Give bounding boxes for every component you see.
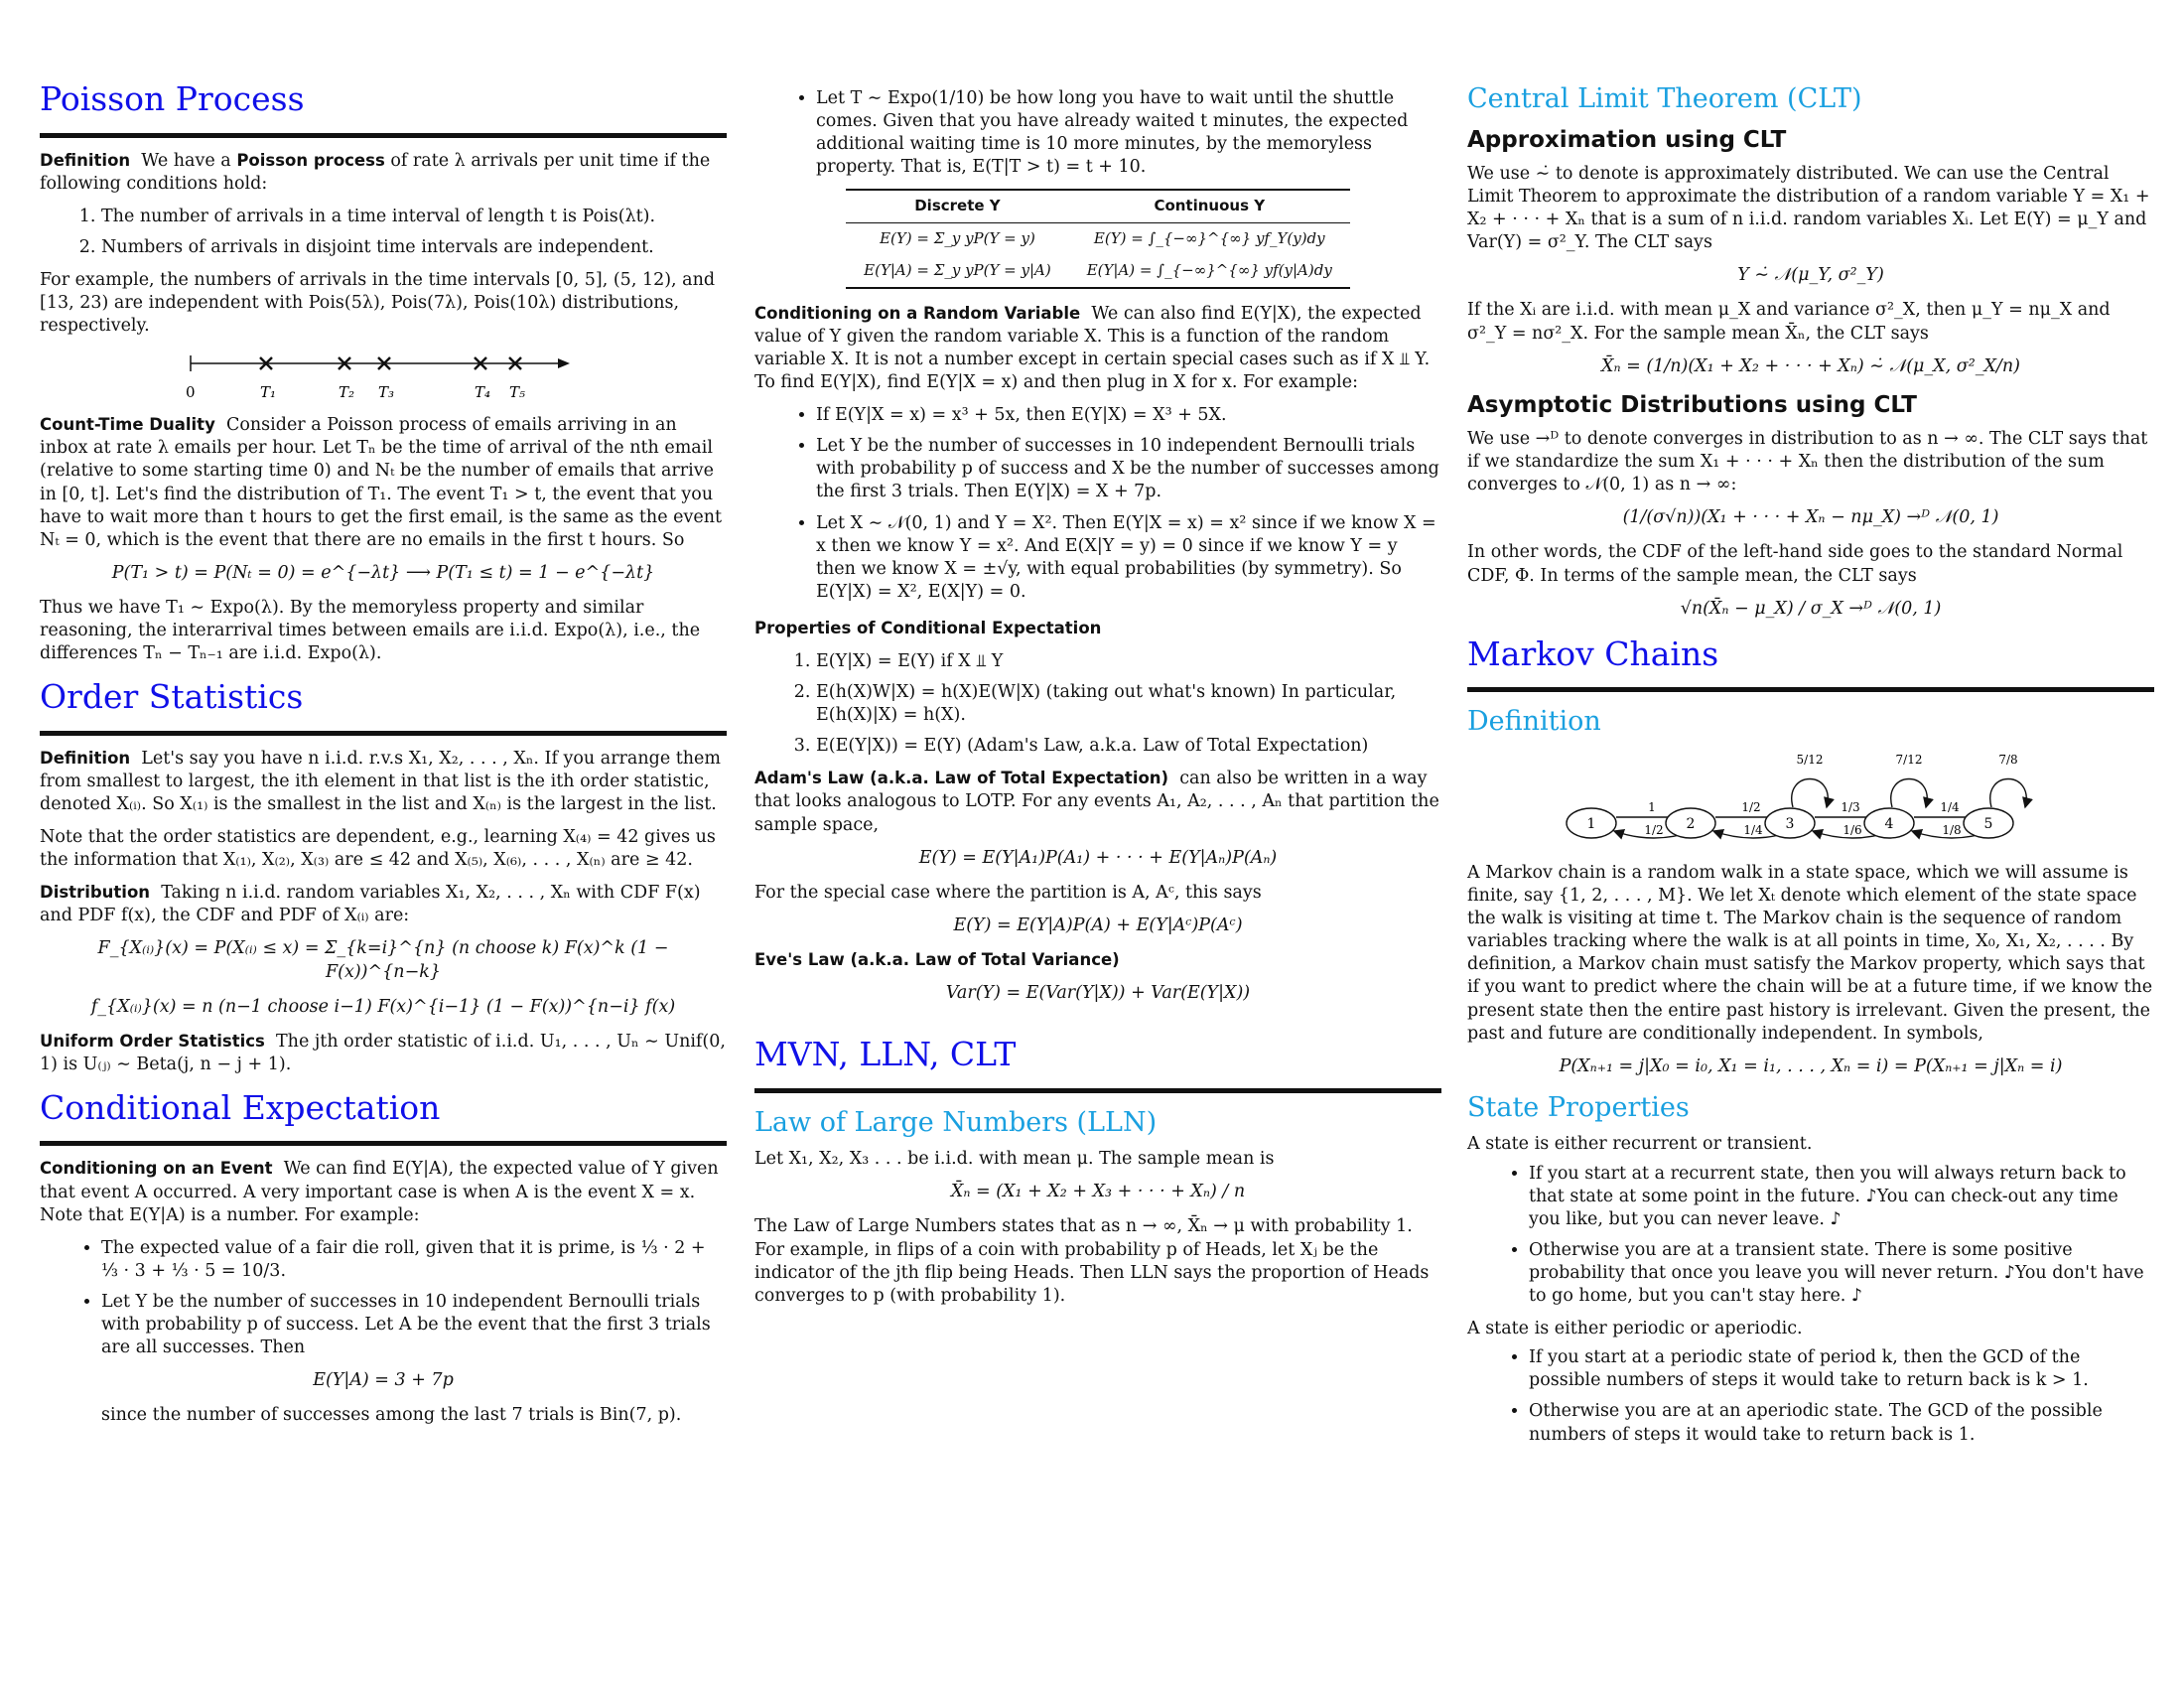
state-label: 1 [1586,815,1596,832]
section-title-clt: Central Limit Theorem (CLT) [1467,83,1862,114]
conditioning-on-rv [754,303,1441,394]
list-item: • Let T ∼ Expo(1/10) be how long you have to wait until the shuttle comes. Given that you have already waited t minutes, the expected additional waiting time is 10 more minutes, by the memoryless property. That is, E(T|T > t) = t + 10. [816,87,1441,179]
section-rule [754,1088,1441,1093]
paragraph: In other words, the CDF of the left-hand side goes to the standard Normal CDF, Φ. In terms of the sample mean, the CLT says [1467,542,2123,586]
subsection-title: Approximation using CLT [1467,126,1787,153]
state-label: 5 [1983,815,1993,832]
paragraph: For the special case where the partition is A, Aᶜ, this says [754,882,1262,903]
text: The jth order statistic of i.i.d. U₁, . . . , Uₙ ∼ Unif(0, 1) is U₍ⱼ₎ ∼ Beta(j, n − j + 1). [40,1031,726,1074]
equation: E(Y) = E(Y|A₁)P(A₁) + · · · + E(Y|Aₙ)P(Aₙ) [918,847,1278,868]
tick-t3: T₃ [378,383,395,402]
tick-t4: T₄ [475,383,491,402]
tick-t5: T₅ [509,383,526,402]
loop-prob: 7/8 [1998,752,2018,767]
section-title-poisson: Poisson Process [40,79,305,118]
forward-prob: 1 [1648,799,1656,814]
bold-term: Poisson process [236,150,385,170]
forward-prob: 1/2 [1741,799,1761,814]
list-item: • If you start at a periodic state of period k, then the GCD of the possible numbers of steps it would take to return back is k > 1. [1529,1346,2154,1392]
label: Uniform Order Statistics [40,1031,265,1051]
list-item: 1. The number of arrivals in a time interval of length t is Pois(λt). [101,206,727,228]
expectation-table [846,189,1350,288]
equation: √n(X̄ₙ − μ_X) / σ_X →ᴰ 𝒩(0, 1) [1680,598,1942,619]
subheading: Eve's Law (a.k.a. Law of Total Variance) [754,949,1120,969]
equation: E(Y) = E(Y|A)P(A) + E(Y|Aᶜ)P(Aᶜ) [953,914,1243,935]
paragraph: A state is either periodic or aperiodic. [1467,1319,1803,1339]
label: Conditioning on an Event [40,1159,273,1179]
bullet-list [754,404,1441,604]
uniform-order-statistics [40,1031,727,1076]
markov-chain-diagram [1467,748,2154,847]
label: Definition [40,150,131,170]
paragraph: We use ∼̇ to denote is approximately distributed. We can use the Central Limit Theorem to approximate the distribution of a random variable Y = X₁ + X₂ + · · · + Xₙ that is a sum of n i.i.d. random variables Xᵢ. Let E(Y) = μ_Y and Var(Y) = σ²_Y. The CLT says [1467,163,2150,253]
text: can also be written in a way that looks analogous to LOTP. For any events A₁, A₂, . . . , Aₙ that partition the sample space, [754,769,1439,835]
list-item: • Let Y be the number of successes in 10 independent Bernoulli trials with probability p of success. Let A be the event that the first 3 trials are all successes. Then [101,1291,727,1359]
list-item: • Let X ∼ 𝒩(0, 1) and Y = X². Then E(Y|X = x) = x² since if we know X = x then we know Y = x². And E(X|Y = y) = 0 since if we know Y = y then we know X = ±√y, with equal probabilities (by symmetry). So E(Y|X) = X², E(X|Y) = 0. [816,512,1441,604]
subsection-title: State Properties [1467,1091,1690,1123]
forward-prob: 1/3 [1841,799,1860,814]
section-title-mvn: MVN, LLN, CLT [754,1035,1017,1074]
adams-law [754,768,1441,836]
order-definition [40,748,727,816]
list-item: • Otherwise you are at an aperiodic state. The GCD of the possible numbers of steps it would take to return back is 1. [1529,1400,2154,1446]
tick-0: 0 [186,383,196,402]
poisson-example: For example, the numbers of arrivals in the time intervals [0, 5], (5, 12), and [13, 23) are independent with Pois(5λ), Pois(7λ), Pois(10λ) distributions, respectively. [40,269,716,337]
section-rule [40,1141,727,1146]
column-3 [1467,70,2154,1457]
table-cell: E(Y) = Σ_y yP(Y = y) [880,229,1035,248]
paragraph: The Law of Large Numbers states that as n → ∞, X̄ₙ → μ with probability 1. For example, in flips of a coin with probability p of Heads, let Xⱼ be the indicator of the jth flip being Heads. Then LLN says the proportion of Heads converges to p (with probability 1). [754,1216,1430,1306]
paragraph: Let X₁, X₂, X₃ . . . be i.i.d. with mean μ. The sample mean is [754,1149,1275,1170]
loop-arrow [1990,778,2026,807]
bullet-list [1467,1163,2154,1309]
paragraph: Thus we have T₁ ∼ Expo(λ). By the memoryless property and similar reasoning, the interarrival times between emails are i.i.d. Expo(λ), i.e., the differences Tₙ − Tₙ₋₁ are i.i.d. Expo(λ). [40,597,701,664]
equation: X̄ₙ = (1/n)(X₁ + X₂ + · · · + Xₙ) ∼̇ 𝒩(μ_X, σ²_X/n) [1601,355,2020,376]
loop-arrow [1891,778,1927,807]
equation: (1/(σ√n))(X₁ + · · · + Xₙ − nμ_X) →ᴰ 𝒩(0, 1) [1622,507,1999,528]
equation: F_{X₍ᵢ₎}(x) = P(X₍ᵢ₎ ≤ x) = Σ_{k=i}^{n} (n choose k) F(x)^k (1 − F(x))^{n−k} [97,938,669,982]
backward-prob: 1/2 [1644,822,1664,837]
loop-prob: 7/12 [1895,752,1923,767]
equation: E(Y|A) = 3 + 7p [313,1370,454,1391]
text: We can find E(Y|A), the expected value of Y given that event A occurred. A very important case is when A is the event X = x. Note that E(Y|A) is a number. For example: [40,1159,719,1225]
subsection-title: Asymptotic Distributions using CLT [1467,391,1917,418]
loop-arrow [1792,778,1828,807]
count-time-duality [40,414,727,552]
list-item: 1. E(Y|X) = E(Y) if X ⫫ Y [816,650,1441,673]
state-label: 4 [1884,815,1894,832]
paragraph: We use →ᴰ to denote converges in distribution to as n → ∞. The CLT says that if we standardize the sum X₁ + · · · + Xₙ then the distribution of the sum converges to 𝒩(0, 1) as n → ∞: [1467,429,2148,495]
text: Consider a Poisson process of emails arriving in an inbox at rate λ emails per hour. Let Tₙ be the time of arrival of the nth email (relative to some starting time 0) and Nₜ be the number of emails that arrive in [0, t]. Let's find the distribution of T₁. The event T₁ > t, the event that you have to wait more than t hours to get the first email, is the same as the event Nₜ = 0, which is the event that there are no emails in the first t hours. So [40,415,723,550]
equation: X̄ₙ = (X₁ + X₂ + X₃ + · · · + Xₙ) / n [950,1182,1246,1202]
bullet-list [754,87,1441,179]
list-item: 3. E(E(Y|X)) = E(Y) (Adam's Law, a.k.a. Law of Total Expectation) [816,735,1441,758]
subsection-title-lln: Law of Large Numbers (LLN) [754,1106,1158,1138]
backward-prob: 1/8 [1942,822,1962,837]
list-item: 2. E(h(X)W|X) = h(X)E(W|X) (taking out what's known) In particular, E(h(X)|X) = h(X). [816,681,1441,727]
list-item: • Let Y be the number of successes in 10 independent Bernoulli trials with probability p of success and X be the number of successes among the first 3 trials. Then E(Y|X) = X + 7p. [816,435,1441,503]
paragraph: Note that the order statistics are dependent, e.g., learning X₍₄₎ = 42 gives us the information that X₍₁₎, X₍₂₎, X₍₃₎ are ≤ 42 and X₍₅₎, X₍₆₎, . . . , X₍ₙ₎ are ≥ 42. [40,827,716,871]
bullet-list [40,1237,727,1359]
paragraph: If the Xᵢ are i.i.d. with mean μ_X and variance σ²_X, then μ_Y = nμ_X and σ²_Y = nσ²_X. For the sample mean X̄ₙ, the CLT says [1467,300,2111,344]
arrival-timeline [40,348,727,407]
poisson-conditions [40,206,727,259]
conditioning-on-event [40,1158,727,1226]
subheading: Properties of Conditional Expectation [754,618,1102,637]
label: Definition [40,748,131,768]
paragraph: since the number of successes among the last 7 trials is Bin(7, p). [101,1405,682,1426]
list-item: • If you start at a recurrent state, then you will always return back to that state at some point in the future. ♪You can check-out any time you like, but you can never leave. ♪ [1529,1163,2154,1231]
label: Adam's Law (a.k.a. Law of Total Expectation) [754,769,1169,788]
section-rule [1467,687,2154,692]
poisson-definition [40,150,727,196]
column-1 [40,70,727,1437]
label: Count-Time Duality [40,415,215,435]
equation: P(T₁ > t) = P(Nₜ = 0) = e^{−λt} ⟶ P(T₁ ≤ t) = 1 − e^{−λt} [111,562,655,583]
tick-t1: T₁ [260,383,277,402]
paragraph: A state is either recurrent or transient. [1467,1134,1813,1155]
backward-prob: 1/6 [1843,822,1862,837]
tick-t2: T₂ [339,383,355,402]
loop-prob: 5/12 [1796,752,1824,767]
table-cell: E(Y|A) = Σ_y yP(Y = y|A) [846,255,1069,288]
table-header: Continuous Y [1069,190,1350,222]
table-cell: E(Y|A) = ∫_{−∞}^{∞} yf(y|A)dy [1069,255,1350,288]
bullet-list [1467,1346,2154,1446]
state-label: 2 [1686,815,1696,832]
text: Taking n i.i.d. random variables X₁, X₂, . . . , Xₙ with CDF F(x) and PDF f(x), the CDF and PDF of X₍ᵢ₎ are: [40,883,701,926]
text: of rate λ arrivals per unit time if the following conditions hold: [40,150,711,194]
list-item: • The expected value of a fair die roll, given that it is prime, is ⅓ · 2 + ⅓ · 3 + ⅓ · 5 = 10/3. [101,1237,727,1283]
section-title-markov: Markov Chains [1467,633,1719,673]
text: Let's say you have n i.i.d. r.v.s X₁, X₂, . . . , Xₙ. If you arrange them from smallest to largest, the ith element in that list is the ith order statistic, denoted X₍ᵢ₎. So X₍₁₎ is the smallest in the list and X₍ₙ₎ is the largest in the list. [40,748,722,814]
section-title-condexp: Conditional Expectation [40,1087,441,1127]
list-item: • If E(Y|X = x) = x³ + 5x, then E(Y|X) = X³ + 5X. [816,404,1441,427]
equation: P(Xₙ₊₁ = j|X₀ = i₀, X₁ = i₁, . . . , Xₙ = i) = P(Xₙ₊₁ = j|Xₙ = i) [1559,1055,2063,1076]
section-rule [40,133,727,138]
properties-list [754,650,1441,758]
equation: Var(Y) = E(Var(Y|X)) + Var(E(Y|X)) [945,983,1251,1004]
text: We have a [141,150,231,171]
label: Conditioning on a Random Variable [754,303,1081,323]
table-header: Discrete Y [846,190,1069,222]
text: We can also find E(Y|X), the expected value of Y given the random variable X. This is a function of the random variable X. It is not a number except in certain special cases such as if X ⫫ Y. To find E(Y|X), find E(Y|X = x) and then plug in X for x. For example: [754,303,1431,393]
state-label: 3 [1785,815,1795,832]
order-distribution [40,882,727,927]
paragraph: A Markov chain is a random walk in a state space, which we will assume is finite, say {1, 2, . . . , M}. We let Xₜ denote which element of the state space the walk is visiting at time t. The Markov chain is the sequence of random variables tracking where the walk is at all points in time, X₀, X₁, X₂, . . . . By definition, a Markov chain must satisfy the Markov property, which says that if you want to predict where the chain will be at a future time, if we know the present state then the entire past history is irrelevant. Given the present, the past and future are conditionally independent. In symbols, [1467,863,2153,1044]
equation: f_{X₍ᵢ₎}(x) = n (n−1 choose i−1) F(x)^{i−1} (1 − F(x))^{n−i} f(x) [90,996,676,1017]
subsection-title: Definition [1467,706,1601,738]
list-item: • Otherwise you are at a transient state. There is some positive probability that once you leave you will never return. ♪You don't have to go home, but you can't stay here. ♪ [1529,1239,2154,1308]
label: Distribution [40,883,151,903]
section-rule [40,731,727,736]
forward-prob: 1/4 [1940,799,1960,814]
backward-prob: 1/4 [1743,822,1763,837]
list-item: 2. Numbers of arrivals in disjoint time intervals are independent. [101,236,727,259]
equation: Y ∼̇ 𝒩(μ_Y, σ²_Y) [1737,265,1884,286]
table-cell: E(Y) = ∫_{−∞}^{∞} yf_Y(y)dy [1093,229,1325,248]
column-2 [754,70,1441,1318]
section-title-order: Order Statistics [40,677,304,717]
